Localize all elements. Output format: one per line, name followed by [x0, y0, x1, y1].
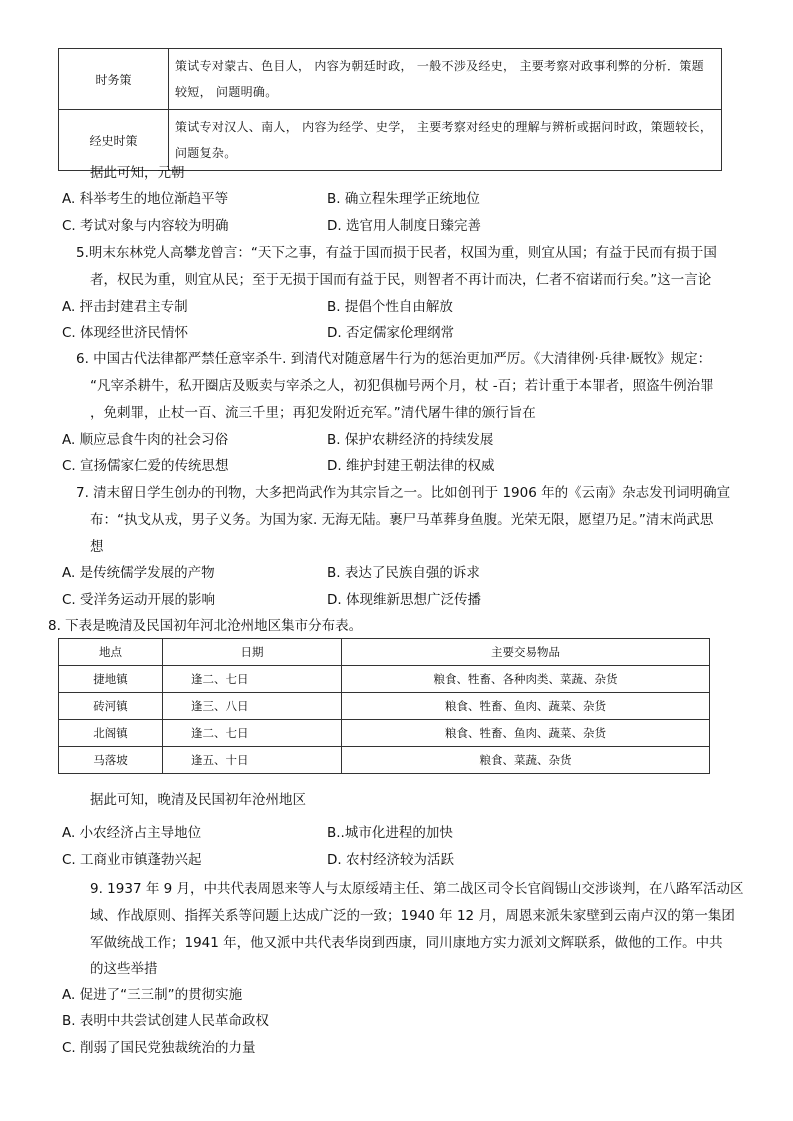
q7-option-c: C. 受洋务运动开展的影响: [62, 592, 216, 608]
column-header: 主要交易物品: [342, 639, 710, 666]
table-row: [59, 747, 710, 774]
q8-intro: 8. 下表是晚清及民国初年河北沧州地区集市分布表。: [48, 618, 363, 634]
q5-line-2: 者，权民为重，则宜从民；至于无损于国而有益于民，则智者不再计而决，仁者不宿诺而行矣。”这一言论: [90, 272, 712, 288]
q5-option-b: B. 提倡个性自由解放: [327, 299, 453, 315]
q8-option-c: C. 工商业市镇蓬勃兴起: [62, 852, 202, 868]
table-row: [59, 693, 710, 720]
q5-line-1: 5.明末东林党人高攀龙曾言：“天下之事，有益于国而损于民者，权国为重，则宜从国；有益于民而有损于国: [76, 245, 717, 261]
table-cell: 北阁镇: [59, 720, 163, 747]
q9-line-1: 9. 1937 年 9 月，中共代表周恩来等人与太原绥靖主任、第二战区司令长官阎锡山交涉谈判，在八路军活动区: [90, 881, 744, 897]
q5-option-a: A. 抨击封建君主专制: [62, 299, 188, 315]
q9-option-c: C. 削弱了国民党独裁统治的力量: [62, 1040, 256, 1056]
q7-option-b: B. 表达了民族自强的诉求: [327, 565, 480, 581]
q8-stem: 据此可知，晚清及民国初年沧州地区: [90, 792, 306, 808]
q7-line-2: 布：“执戈从戎，男子义务。为国为家. 无海无陆。裹尸马革葬身鱼腹。光荣无限，愿望乃足。”清末尚武思: [90, 512, 714, 528]
market-distribution-table: [58, 638, 710, 774]
q8-option-b: B..城市化进程的加快: [327, 825, 453, 841]
table-cell: 捷地镇: [59, 666, 163, 693]
q7-line-1: 7. 清末留日学生创办的刊物，大多把尚武作为其宗旨之一。比如创刊于 1906 年的《云南》杂志发刊词明确宣: [76, 485, 731, 501]
q4-option-c: C. 考试对象与内容较为明确: [62, 218, 229, 234]
q9-option-a: A. 促进了“三三制”的贯彻实施: [62, 987, 243, 1003]
q9-line-4: 的这些举措: [90, 961, 158, 977]
row-label: 经史时策: [59, 110, 169, 171]
table-cell: 粮食、牲畜、鱼肉、蔬菜、杂货: [342, 720, 710, 747]
table-row: [59, 666, 710, 693]
row-label: 时务策: [59, 49, 169, 110]
q5-option-c: C. 体现经世济民情怀: [62, 325, 189, 341]
column-header: 地点: [59, 639, 163, 666]
table-cell: 逢二、七日: [163, 720, 342, 747]
table-header-row: [59, 639, 710, 666]
row-text: 策试专对蒙古、色目人， 内容为朝廷时政， 一般不涉及经史， 主要考察对政事利弊的分析．策题较短， 问题明确。: [169, 49, 722, 110]
column-header: 日期: [163, 639, 342, 666]
table-cell: 逢五、十日: [163, 747, 342, 774]
q8-option-a: A. 小农经济占主导地位: [62, 825, 202, 841]
q9-line-2: 域、作战原则、指挥关系等问题上达成广泛的一致；1940 年 12 月，周恩来派朱家壁到云南卢汉的第一集团: [90, 908, 735, 924]
q5-option-d: D. 否定儒家伦理纲常: [327, 325, 454, 341]
q7-option-d: D. 体现维新思想广泛传播: [327, 592, 481, 608]
q4-option-b: B. 确立程朱理学正统地位: [327, 191, 480, 207]
table-cell: 砖河镇: [59, 693, 163, 720]
table-cell: 粮食、菜蔬、杂货: [342, 747, 710, 774]
q4-stem: 据此可知，元朝: [90, 165, 185, 181]
q9-option-b: B. 表明中共尝试创建人民革命政权: [62, 1013, 269, 1029]
table-row: [59, 720, 710, 747]
q6-line-2: “凡宰杀耕牛，私开圈店及贩卖与宰杀之人，初犯俱枷号两个月，杖 -百；若计重于本罪者，照盗牛例治罪: [90, 378, 714, 394]
table-row: [59, 49, 722, 110]
q8-option-d: D. 农村经济较为活跃: [327, 852, 454, 868]
row-text: 策试专对汉人、南人， 内容为经学、史学， 主要考察对经史的理解与辨析或据问时政，策题较长， 问题复杂。: [169, 110, 722, 171]
table-cell: 粮食、牲畜、各种肉类、菜蔬、杂货: [342, 666, 710, 693]
q4-option-d: D. 选官用人制度日臻完善: [327, 218, 481, 234]
table-cell: 逢三、八日: [163, 693, 342, 720]
q6-option-d: D. 维护封建王朝法律的权威: [327, 458, 495, 474]
q4-option-a: A. 科举考生的地位渐趋平等: [62, 191, 229, 207]
q6-option-b: B. 保护农耕经济的持续发展: [327, 432, 494, 448]
q6-line-3: ，免刺罪，止杖一百、流三千里；再犯发附近充军。”清代屠牛律的颁行旨在: [90, 405, 536, 421]
q6-line-1: 6. 中国古代法律都严禁任意宰杀牛. 到清代对随意屠牛行为的惩治更加严厉。《大清律例·兵律·厩牧》规定：: [76, 351, 712, 367]
q6-option-a: A. 顺应忌食牛肉的社会习俗: [62, 432, 229, 448]
q9-line-3: 军做统战工作；1941 年，他又派中共代表华岗到西康，同川康地方实力派刘文辉联系，做他的工作。中共: [90, 935, 723, 951]
q7-option-a: A. 是传统儒学发展的产物: [62, 565, 215, 581]
policy-exam-table: [58, 48, 722, 171]
table-cell: 马落坡: [59, 747, 163, 774]
table-cell: 逢二、七日: [163, 666, 342, 693]
q6-option-c: C. 宣扬儒家仁爱的传统思想: [62, 458, 229, 474]
table-cell: 粮食、牲畜、鱼肉、蔬菜、杂货: [342, 693, 710, 720]
q7-line-3: 想: [90, 539, 104, 555]
